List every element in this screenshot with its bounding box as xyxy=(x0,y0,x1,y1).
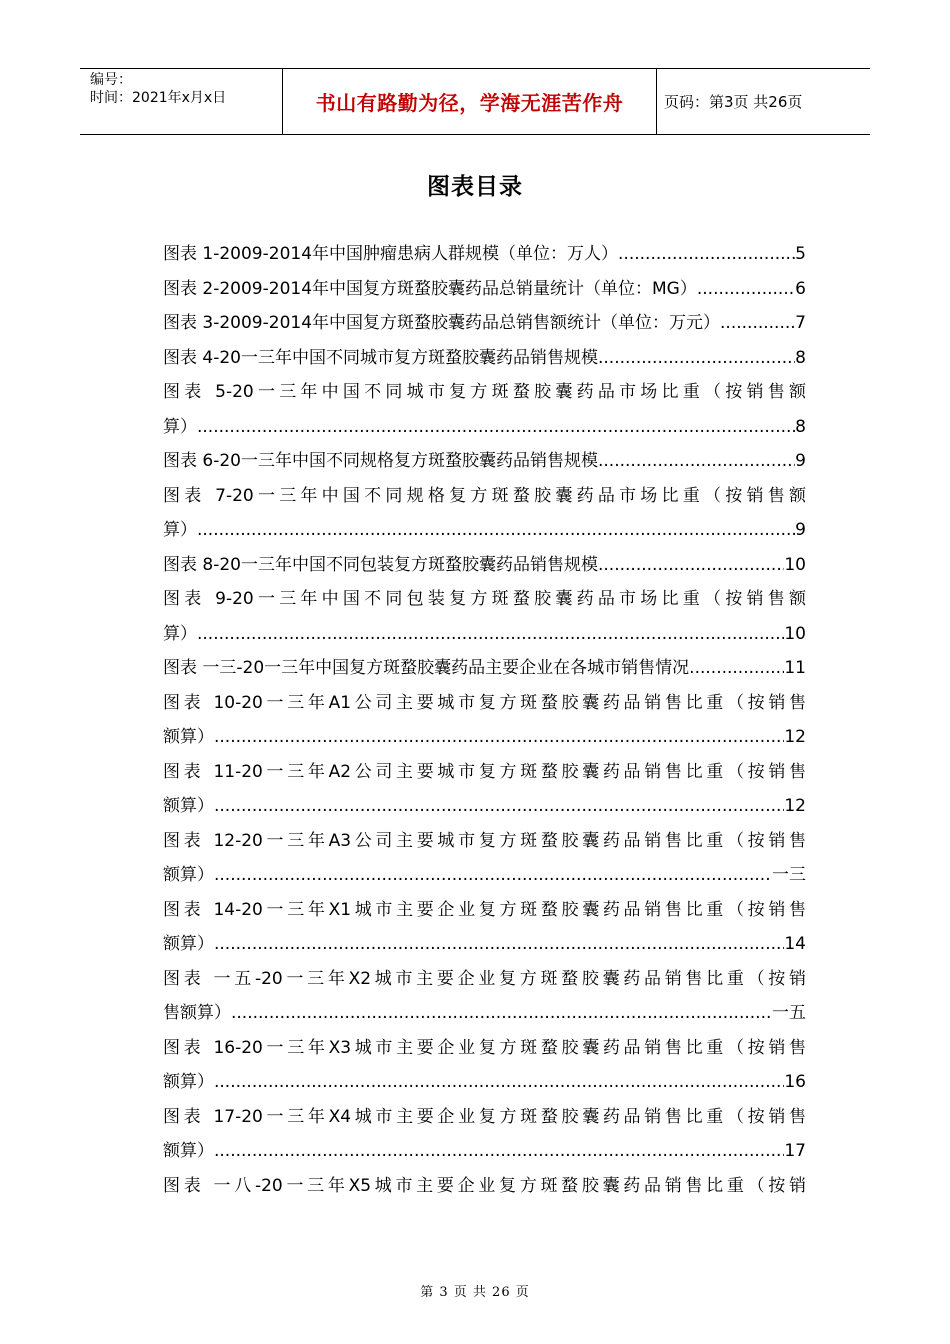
toc-page-number: 10 xyxy=(784,554,806,575)
toc-dot-leader xyxy=(197,513,795,548)
toc-entry-line[interactable] xyxy=(163,1031,806,1066)
toc-entry-line[interactable] xyxy=(163,513,806,548)
toc-entry-text: 图表 4-20一三年中国不同城市复方斑蝥胶囊药品销售规模 xyxy=(163,347,598,368)
toc-entry-text: 图表 一八-20一三年X5城市主要企业复方斑蝥胶囊药品销售比重（按销 xyxy=(163,1175,806,1196)
toc-page-number: 9 xyxy=(795,520,806,540)
toc-entry-line[interactable] xyxy=(163,444,806,479)
toc-entry-line[interactable] xyxy=(163,893,806,928)
toc-entry-text: 算） xyxy=(163,520,197,540)
toc-entry-text: 图表 12-20一三年A3公司主要城市复方斑蝥胶囊药品销售比重（按销售 xyxy=(163,830,806,851)
toc-entry-text: 额算） xyxy=(163,934,214,954)
toc-entry-text: 额算） xyxy=(163,1072,214,1092)
toc-dot-leader xyxy=(214,1134,784,1169)
toc-entry-text: 额算） xyxy=(163,796,214,816)
toc-entry-line[interactable] xyxy=(163,410,806,445)
toc-entry-text: 图表 2-2009-2014年中国复方斑蝥胶囊药品总销量统计（单位：MG） xyxy=(163,278,697,299)
toc-entry-line[interactable] xyxy=(163,548,806,583)
toc-entry-line[interactable] xyxy=(163,306,806,341)
toc-entry-text: 额算） xyxy=(163,1141,214,1161)
toc-page-number: 一三 xyxy=(772,865,806,885)
table-of-figures xyxy=(163,237,806,1203)
toc-entry-line[interactable] xyxy=(163,1065,806,1100)
toc-dot-leader xyxy=(197,410,795,445)
toc-entry-line[interactable] xyxy=(163,755,806,790)
toc-page-number: 16 xyxy=(784,1072,806,1092)
toc-page-number: 9 xyxy=(795,451,806,471)
toc-entry-line[interactable] xyxy=(163,479,806,514)
header-motto-cell xyxy=(283,69,657,134)
toc-entry-text: 算） xyxy=(163,416,197,437)
document-date: 时间：2021年x月x日 xyxy=(90,90,227,106)
toc-entry-line[interactable] xyxy=(163,237,806,272)
toc-dot-leader xyxy=(214,720,784,755)
toc-entry-line[interactable] xyxy=(163,375,806,410)
toc-dot-leader xyxy=(618,237,795,272)
toc-entry-text: 图表 一五-20一三年X2城市主要企业复方斑蝥胶囊药品销售比重（按销 xyxy=(163,968,806,989)
toc-entry-text: 图表 14-20一三年X1城市主要企业复方斑蝥胶囊药品销售比重（按销售 xyxy=(163,899,806,920)
toc-entry-text: 图表 7-20一三年中国不同规格复方斑蝥胶囊药品市场比重（按销售额 xyxy=(163,485,806,506)
toc-entry-line[interactable] xyxy=(163,617,806,652)
toc-dot-leader xyxy=(231,996,772,1031)
toc-dot-leader xyxy=(214,1065,784,1100)
toc-dot-leader xyxy=(598,341,795,376)
toc-entry-text: 额算） xyxy=(163,865,214,885)
toc-dot-leader xyxy=(598,444,795,479)
toc-entry-text: 图表 6-20一三年中国不同规格复方斑蝥胶囊药品销售规模 xyxy=(163,451,598,471)
toc-page-number: 6 xyxy=(795,278,806,299)
toc-entry-text: 图表 5-20一三年中国不同城市复方斑蝥胶囊药品市场比重（按销售额 xyxy=(163,382,806,402)
toc-dot-leader xyxy=(720,306,795,341)
page-footer: 第 3 页 共 26 页 xyxy=(420,1285,530,1300)
toc-entry-text: 图表 10-20一三年A1公司主要城市复方斑蝥胶囊药品销售比重（按销售 xyxy=(163,692,806,713)
toc-dot-leader xyxy=(214,858,772,893)
toc-entry-text: 算） xyxy=(163,623,197,644)
toc-entry-text: 售额算） xyxy=(163,1003,231,1023)
toc-entry-line[interactable] xyxy=(163,582,806,617)
toc-dot-leader xyxy=(689,651,784,686)
header-motto: 书山有路勤为径，学海无涯苦作舟 xyxy=(315,91,624,115)
toc-entry-line[interactable] xyxy=(163,927,806,962)
toc-entry-line[interactable] xyxy=(163,1169,806,1204)
toc-entry-text: 图表 9-20一三年中国不同包装复方斑蝥胶囊药品市场比重（按销售额 xyxy=(163,589,806,609)
page-header xyxy=(80,68,870,135)
toc-entry-text: 图表 16-20一三年X3城市主要企业复方斑蝥胶囊药品销售比重（按销售 xyxy=(163,1037,806,1058)
document-number-label: 编号： xyxy=(90,72,132,88)
toc-page-number: 17 xyxy=(784,1141,806,1161)
toc-entry-line[interactable] xyxy=(163,686,806,721)
toc-page-number: 11 xyxy=(784,658,806,678)
toc-entry-text: 图表 3-2009-2014年中国复方斑蝥胶囊药品总销售额统计（单位：万元） xyxy=(163,313,721,333)
toc-entry-text: 图表 17-20一三年X4城市主要企业复方斑蝥胶囊药品销售比重（按销售 xyxy=(163,1106,806,1127)
toc-entry-line[interactable] xyxy=(163,272,806,307)
toc-page-number: 7 xyxy=(795,313,806,333)
toc-page-number: 8 xyxy=(795,416,806,437)
toc-entry-line[interactable] xyxy=(163,996,806,1031)
header-meta xyxy=(80,69,283,134)
toc-entry-text: 图表 11-20一三年A2公司主要城市复方斑蝥胶囊药品销售比重（按销售 xyxy=(163,761,806,782)
toc-dot-leader xyxy=(598,548,784,583)
toc-entry-line[interactable] xyxy=(163,720,806,755)
toc-entry-text: 图表 1-2009-2014年中国肿瘤患病人群规模（单位：万人） xyxy=(163,244,619,264)
toc-dot-leader xyxy=(214,927,784,962)
toc-entry-line[interactable] xyxy=(163,824,806,859)
toc-page-number: 8 xyxy=(795,347,806,368)
toc-entry-text: 图表 一三-20一三年中国复方斑蝥胶囊药品主要企业在各城市销售情况 xyxy=(163,658,690,678)
toc-entry-line[interactable] xyxy=(163,1100,806,1135)
toc-page-number: 12 xyxy=(784,727,806,747)
toc-page-number: 一五 xyxy=(772,1003,806,1023)
header-page-info: 页码：第3页 共26页 xyxy=(664,93,803,111)
toc-entry-text: 额算） xyxy=(163,727,214,747)
toc-page-number: 12 xyxy=(784,796,806,816)
toc-page-number: 14 xyxy=(784,934,806,954)
toc-page-number: 5 xyxy=(795,244,806,264)
toc-entry-line[interactable] xyxy=(163,341,806,376)
toc-entry-line[interactable] xyxy=(163,651,806,686)
toc-entry-line[interactable] xyxy=(163,789,806,824)
page-title: 图表目录 xyxy=(427,174,523,200)
toc-entry-line[interactable] xyxy=(163,858,806,893)
toc-entry-text: 图表 8-20一三年中国不同包装复方斑蝥胶囊药品销售规模 xyxy=(163,554,598,575)
toc-dot-leader xyxy=(197,617,784,652)
toc-dot-leader xyxy=(697,272,795,307)
toc-entry-line[interactable] xyxy=(163,962,806,997)
toc-page-number: 10 xyxy=(784,623,806,644)
toc-entry-line[interactable] xyxy=(163,1134,806,1169)
toc-dot-leader xyxy=(214,789,784,824)
